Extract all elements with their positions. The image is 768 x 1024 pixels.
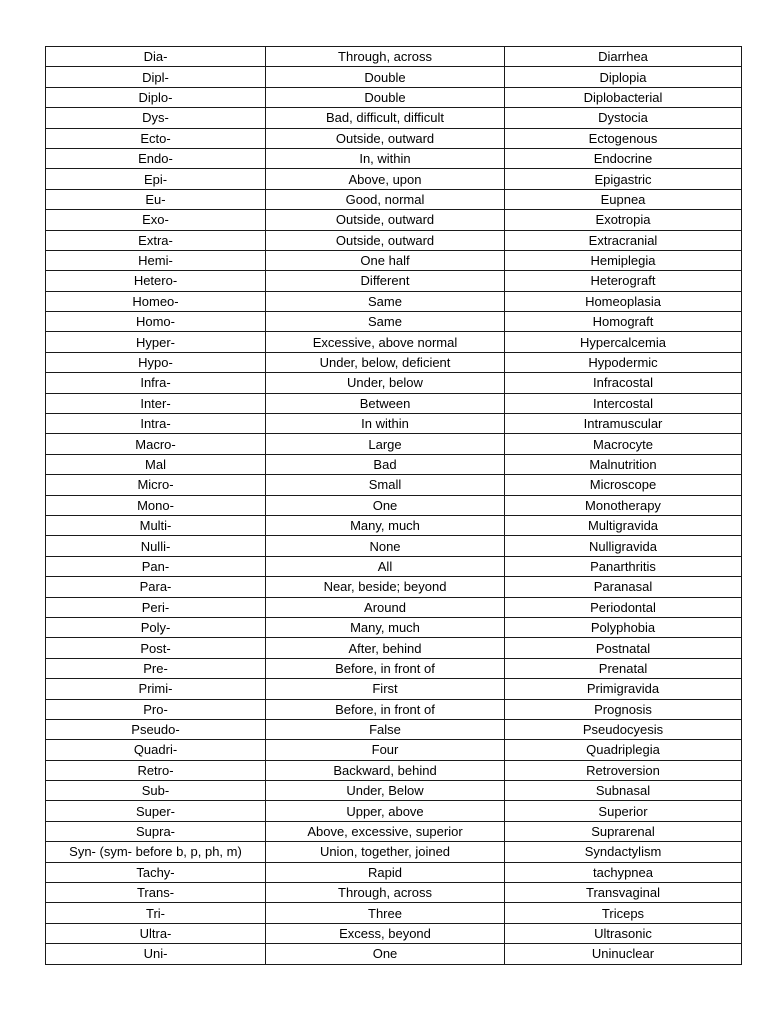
table-row <box>46 699 742 719</box>
prefix-cell: Hypo- <box>46 352 266 372</box>
table-row <box>46 638 742 658</box>
meaning-cell: Bad <box>266 454 505 474</box>
example-cell: Prenatal <box>505 658 742 678</box>
example-cell: Periodontal <box>505 597 742 617</box>
prefix-cell: Hemi- <box>46 250 266 270</box>
meaning-cell: Small <box>266 475 505 495</box>
table-row <box>46 821 742 841</box>
table-row <box>46 781 742 801</box>
table-row <box>46 862 742 882</box>
example-cell: Multigravida <box>505 515 742 535</box>
example-cell: Infracostal <box>505 373 742 393</box>
meaning-cell: Double <box>266 87 505 107</box>
prefix-cell: Multi- <box>46 515 266 535</box>
prefix-cell: Pre- <box>46 658 266 678</box>
example-cell: Intramuscular <box>505 414 742 434</box>
example-cell: Heterograft <box>505 271 742 291</box>
meaning-cell: Through, across <box>266 47 505 67</box>
prefix-cell: Homeo- <box>46 291 266 311</box>
table-row <box>46 332 742 352</box>
meaning-cell: Outside, outward <box>266 230 505 250</box>
prefix-cell: Super- <box>46 801 266 821</box>
example-cell: Intercostal <box>505 393 742 413</box>
meaning-cell: All <box>266 556 505 576</box>
prefix-cell: Micro- <box>46 475 266 495</box>
table-row <box>46 801 742 821</box>
meaning-cell: Under, below, deficient <box>266 352 505 372</box>
prefix-cell: Epi- <box>46 169 266 189</box>
example-cell: Eupnea <box>505 189 742 209</box>
table-row <box>46 760 742 780</box>
meaning-cell: One <box>266 944 505 964</box>
prefix-cell: Extra- <box>46 230 266 250</box>
table-row <box>46 577 742 597</box>
table-row <box>46 352 742 372</box>
table-row <box>46 393 742 413</box>
meaning-cell: Different <box>266 271 505 291</box>
example-cell: Macrocyte <box>505 434 742 454</box>
prefix-cell: Tri- <box>46 903 266 923</box>
example-cell: Paranasal <box>505 577 742 597</box>
example-cell: Quadriplegia <box>505 740 742 760</box>
example-cell: Superior <box>505 801 742 821</box>
table-row <box>46 148 742 168</box>
table-row <box>46 434 742 454</box>
meaning-cell: Same <box>266 312 505 332</box>
meaning-cell: In within <box>266 414 505 434</box>
meaning-cell: One <box>266 495 505 515</box>
meaning-cell: In, within <box>266 148 505 168</box>
table-row <box>46 740 742 760</box>
meaning-cell: Above, excessive, superior <box>266 821 505 841</box>
example-cell: Syndactylism <box>505 842 742 862</box>
meaning-cell: Through, across <box>266 883 505 903</box>
prefix-cell: Homo- <box>46 312 266 332</box>
example-cell: Microscope <box>505 475 742 495</box>
example-cell: Pseudocyesis <box>505 719 742 739</box>
prefix-cell: Dia- <box>46 47 266 67</box>
meaning-cell: Large <box>266 434 505 454</box>
prefix-cell: Diplo- <box>46 87 266 107</box>
example-cell: Ectogenous <box>505 128 742 148</box>
example-cell: Hemiplegia <box>505 250 742 270</box>
meaning-cell: Four <box>266 740 505 760</box>
meaning-cell: Under, below <box>266 373 505 393</box>
table-row <box>46 67 742 87</box>
table-row <box>46 475 742 495</box>
prefix-cell: Pro- <box>46 699 266 719</box>
table-row <box>46 271 742 291</box>
table-row <box>46 108 742 128</box>
prefix-cell: Ecto- <box>46 128 266 148</box>
example-cell: Retroversion <box>505 760 742 780</box>
table-row <box>46 495 742 515</box>
prefix-cell: Primi- <box>46 679 266 699</box>
example-cell: Postnatal <box>505 638 742 658</box>
table-row <box>46 944 742 964</box>
table-row <box>46 556 742 576</box>
table-row <box>46 373 742 393</box>
example-cell: Uninuclear <box>505 944 742 964</box>
meaning-cell: Near, beside; beyond <box>266 577 505 597</box>
meaning-cell: Double <box>266 67 505 87</box>
prefix-cell: Uni- <box>46 944 266 964</box>
meaning-cell: Above, upon <box>266 169 505 189</box>
meaning-cell: Three <box>266 903 505 923</box>
meaning-cell: After, behind <box>266 638 505 658</box>
meaning-cell: Under, Below <box>266 781 505 801</box>
table-row <box>46 842 742 862</box>
meaning-cell: Good, normal <box>266 189 505 209</box>
prefix-cell: Hyper- <box>46 332 266 352</box>
example-cell: Polyphobia <box>505 617 742 637</box>
table-row <box>46 414 742 434</box>
meaning-cell: Outside, outward <box>266 128 505 148</box>
prefix-cell: Supra- <box>46 821 266 841</box>
prefix-cell: Mal <box>46 454 266 474</box>
example-cell: Hypodermic <box>505 352 742 372</box>
meaning-cell: None <box>266 536 505 556</box>
example-cell: Dystocia <box>505 108 742 128</box>
table-row <box>46 903 742 923</box>
example-cell: Malnutrition <box>505 454 742 474</box>
prefix-cell: Trans- <box>46 883 266 903</box>
table-row <box>46 291 742 311</box>
meaning-cell: Outside, outward <box>266 210 505 230</box>
prefix-cell: Pseudo- <box>46 719 266 739</box>
meaning-cell: Excess, beyond <box>266 923 505 943</box>
prefix-cell: Ultra- <box>46 923 266 943</box>
table-row <box>46 250 742 270</box>
prefix-cell: Para- <box>46 577 266 597</box>
table-row <box>46 47 742 67</box>
prefix-cell: Exo- <box>46 210 266 230</box>
prefix-cell: Quadri- <box>46 740 266 760</box>
prefix-cell: Retro- <box>46 760 266 780</box>
example-cell: Monotherapy <box>505 495 742 515</box>
prefix-cell: Pan- <box>46 556 266 576</box>
prefix-cell: Nulli- <box>46 536 266 556</box>
prefix-cell: Mono- <box>46 495 266 515</box>
prefix-cell: Syn- (sym- before b, p, ph, m) <box>46 842 266 862</box>
prefix-cell: Intra- <box>46 414 266 434</box>
table-row <box>46 515 742 535</box>
meaning-cell: Upper, above <box>266 801 505 821</box>
example-cell: Homeoplasia <box>505 291 742 311</box>
example-cell: Exotropia <box>505 210 742 230</box>
meaning-cell: Union, together, joined <box>266 842 505 862</box>
prefix-cell: Eu- <box>46 189 266 209</box>
table-row <box>46 230 742 250</box>
prefix-cell: Sub- <box>46 781 266 801</box>
meaning-cell: Many, much <box>266 617 505 637</box>
table-row <box>46 128 742 148</box>
example-cell: Hypercalcemia <box>505 332 742 352</box>
example-cell: Panarthritis <box>505 556 742 576</box>
table-row <box>46 87 742 107</box>
meaning-cell: Before, in front of <box>266 658 505 678</box>
prefix-cell: Dipl- <box>46 67 266 87</box>
meaning-cell: Many, much <box>266 515 505 535</box>
example-cell: Ultrasonic <box>505 923 742 943</box>
example-cell: Primigravida <box>505 679 742 699</box>
prefix-cell: Endo- <box>46 148 266 168</box>
prefix-cell: Peri- <box>46 597 266 617</box>
prefix-cell: Macro- <box>46 434 266 454</box>
example-cell: Prognosis <box>505 699 742 719</box>
meaning-cell: One half <box>266 250 505 270</box>
prefix-cell: Post- <box>46 638 266 658</box>
example-cell: Diarrhea <box>505 47 742 67</box>
example-cell: Diplobacterial <box>505 87 742 107</box>
meaning-cell: First <box>266 679 505 699</box>
meaning-cell: Excessive, above normal <box>266 332 505 352</box>
example-cell: Nulligravida <box>505 536 742 556</box>
example-cell: Extracranial <box>505 230 742 250</box>
table-row <box>46 169 742 189</box>
meaning-cell: Rapid <box>266 862 505 882</box>
prefix-cell: Hetero- <box>46 271 266 291</box>
example-cell: Homograft <box>505 312 742 332</box>
example-cell: tachypnea <box>505 862 742 882</box>
example-cell: Subnasal <box>505 781 742 801</box>
example-cell: Diplopia <box>505 67 742 87</box>
meaning-cell: Between <box>266 393 505 413</box>
table-row <box>46 536 742 556</box>
meaning-cell: Before, in front of <box>266 699 505 719</box>
prefix-cell: Dys- <box>46 108 266 128</box>
table-body <box>46 47 742 965</box>
example-cell: Epigastric <box>505 169 742 189</box>
table-row <box>46 189 742 209</box>
prefix-cell: Inter- <box>46 393 266 413</box>
example-cell: Triceps <box>505 903 742 923</box>
table-row <box>46 617 742 637</box>
prefix-table <box>45 46 742 965</box>
table-row <box>46 210 742 230</box>
meaning-cell: False <box>266 719 505 739</box>
meaning-cell: Bad, difficult, difficult <box>266 108 505 128</box>
prefix-cell: Tachy- <box>46 862 266 882</box>
table-row <box>46 679 742 699</box>
table-row <box>46 658 742 678</box>
table-row <box>46 597 742 617</box>
example-cell: Transvaginal <box>505 883 742 903</box>
table-row <box>46 454 742 474</box>
example-cell: Endocrine <box>505 148 742 168</box>
meaning-cell: Backward, behind <box>266 760 505 780</box>
meaning-cell: Same <box>266 291 505 311</box>
table-row <box>46 312 742 332</box>
table-row <box>46 923 742 943</box>
meaning-cell: Around <box>266 597 505 617</box>
table-row <box>46 883 742 903</box>
prefix-cell: Poly- <box>46 617 266 637</box>
prefix-cell: Infra- <box>46 373 266 393</box>
example-cell: Suprarenal <box>505 821 742 841</box>
table-row <box>46 719 742 739</box>
